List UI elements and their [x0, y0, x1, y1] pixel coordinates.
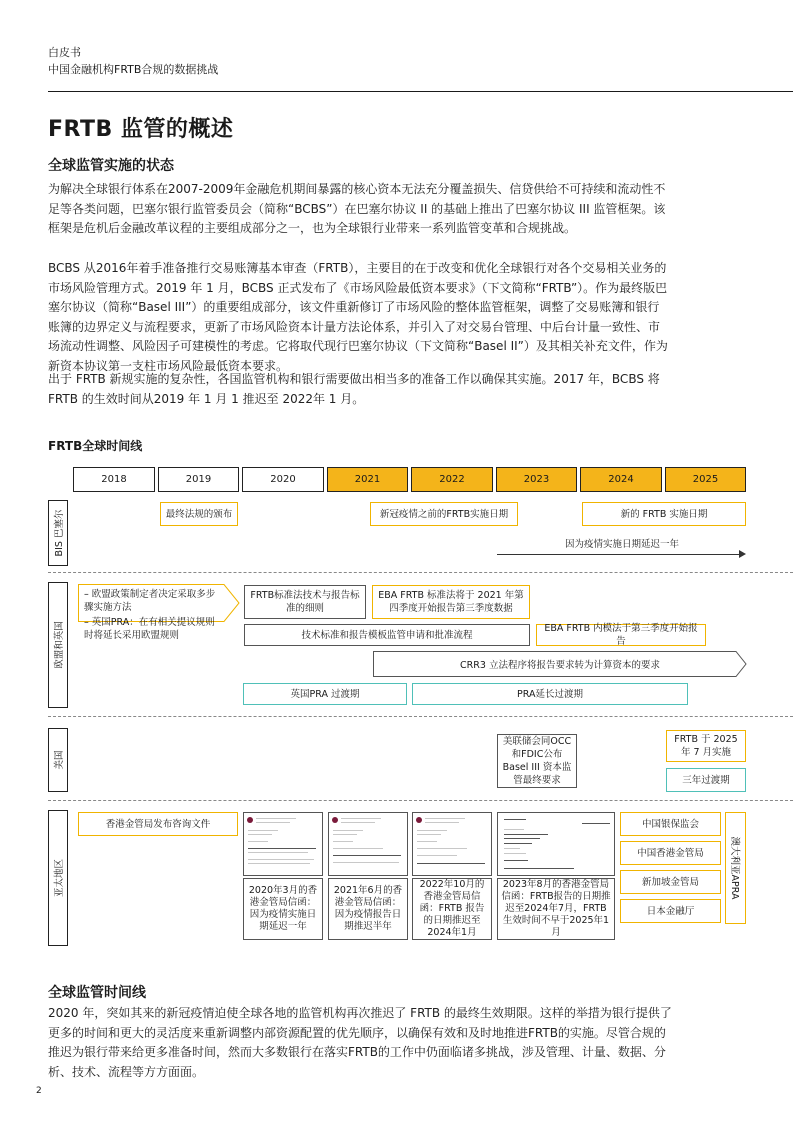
- eu-tech-standards-box: FRTB标准法技术与报告标准的细则: [244, 585, 366, 619]
- year-2019: 2019: [158, 467, 239, 492]
- divider: [48, 572, 793, 573]
- bis-final-rules-box: 最终法规的颁布: [160, 502, 238, 526]
- hkma-letter-2023-thumbnail: [497, 812, 615, 876]
- arrow-right-icon: [739, 550, 746, 558]
- bis-pre-covid-date-box: 新冠疫情之前的FRTB实施日期: [370, 502, 518, 526]
- hkma-consultation-box: 香港金管局发布咨询文件: [78, 812, 238, 836]
- divider: [48, 800, 793, 801]
- divider: [48, 716, 793, 717]
- hkma-letter-2021-thumbnail: [328, 812, 408, 876]
- regulator-apra: [725, 812, 746, 924]
- uk-pra-transition-box: 英国PRA 过渡期: [243, 683, 407, 705]
- regulator-jfsa: 日本金融厅: [620, 899, 721, 923]
- pra-extended-transition-box: PRA延长过渡期: [412, 683, 688, 705]
- regulator-hkma: 中国香港金管局: [620, 841, 721, 865]
- section-label-apac: [48, 810, 68, 946]
- hkma-letter-2021-caption: 2021年6月的香港金管局信函：因为疫情报告日期推迟半年: [328, 878, 408, 940]
- hkma-letter-2020-thumbnail: [243, 812, 323, 876]
- apac-label: 亚太地区: [54, 858, 65, 898]
- section-heading-timeline: 全球监管时间线: [48, 985, 146, 1001]
- eba-sa-reporting-box: EBA FRTB 标准法将于 2021 年第四季度开始报告第三季度数据: [372, 585, 530, 619]
- us-basel3-final-rules-box: 美联储会同OCC和FDIC公布Basel III 资本监管最终要求: [497, 734, 577, 788]
- header-divider: [48, 91, 793, 92]
- us-label: 美国: [54, 750, 65, 770]
- paragraph-3: 出于 FRTB 新规实施的复杂性，各国监管机构和银行需要做出相当多的准备工作以确保其实施。2017 年，BCBS 将 FRTB 的生效时间从2019 年 1 月 1 推迟至 2022年 1 月。: [48, 372, 660, 406]
- doc-subtitle: 中国金融机构FRTB合规的数据挑战: [48, 63, 219, 76]
- page-title: FRTB 监管的概述: [48, 117, 234, 142]
- paragraph-4: 2020 年，突如其来的新冠疫情迫使全球各地的监管机构再次推迟了 FRTB 的最终生效期限。这样的举措为银行提供了更多的时间和更大的灵活度来重新调整内部资源配置的优先顺序，以确保有效和及时地推进FRTB的实施。尽管合规的推迟为银行带来给更多准备时间，然而大多数银行在落实FRTB的工作中仍面临诸多挑战，涉及管理、计量、数据、分析、技术、流程等方方面面。: [48, 1006, 672, 1079]
- us-frtb-effective-box: FRTB 于 2025 年 7 月实施: [666, 730, 746, 762]
- year-2018: 2018: [73, 467, 155, 492]
- bis-delay-text: 因为疫情实施日期延迟一年: [565, 539, 680, 550]
- paragraph-2: BCBS 从2016年着手准备推行交易账簿基本审查（FRTB），主要目的在于改变和优化全球银行对各个交易相关业务的市场风险管理方式。2019 年 1 月，BCBS 正式发布了《市场风险最低资本要求》（下文简称“FRTB”）。作为最终版巴塞尔协议（简称“Basel III”）的重要组成部分，该文件重新修订了市场风险的整体监管框架，调整了交易账簿和银行账簿的边界定义与流程要求，更新了市场风险资本计量方法论体系，并引入了对交易台管理、中后台计量一致性、市场流动性调整、风险因子可建模性的考虑。它将取代现行巴塞尔协议（下文简称“Basel II”）及其相关补充文件，作为新资本协议第一支柱市场风险最低资本要求。: [48, 261, 668, 373]
- year-2024: 2024: [580, 467, 662, 492]
- hkma-letter-2022-thumbnail: [412, 812, 492, 876]
- year-2021: 2021: [327, 467, 408, 492]
- hkma-letter-2020-caption: 2020年3月的香港金管局信函：因为疫情实施日期延迟一年: [243, 878, 323, 940]
- section-heading-status: 全球监管实施的状态: [48, 158, 174, 174]
- bis-new-date-box: 新的 FRTB 实施日期: [582, 502, 746, 526]
- regulator-cbirc: 中国银保监会: [620, 812, 721, 836]
- hkma-seal-icon: [332, 817, 338, 823]
- section-label-eu-uk: [48, 582, 68, 708]
- section-label-us: [48, 728, 68, 792]
- page-number: 2: [36, 1086, 42, 1096]
- hkma-seal-icon: [247, 817, 253, 823]
- section-label-bis: [48, 500, 68, 566]
- eba-ima-reporting-box: EBA FRTB 内模法于第三季度开始报告: [536, 624, 706, 646]
- doc-type-label: 白皮书: [48, 46, 81, 59]
- year-2023: 2023: [496, 467, 577, 492]
- eu-uk-label: 欧盟和英国: [54, 621, 65, 669]
- regulator-mas: 新加坡金管局: [620, 870, 721, 894]
- hkma-seal-icon: [416, 817, 422, 823]
- hkma-letter-2022-caption: 2022年10月的香港金管局信函：FRTB 报告的日期推迟至 2024年1月: [412, 878, 492, 940]
- eu-note-1: – 欧盟政策制定者决定采取多步骤实施方法: [84, 589, 216, 613]
- crr3-text: CRR3 立法程序将报告要求转为计算资本的要求: [460, 660, 660, 671]
- year-2020: 2020: [242, 467, 324, 492]
- eu-approval-process-bar: 技术标准和报告模板监管申请和批准流程: [244, 624, 530, 646]
- bis-delay-arrow-line: [497, 554, 743, 555]
- bis-label: BIS 巴塞尔: [54, 509, 65, 557]
- year-2022: 2022: [411, 467, 493, 492]
- hkma-letter-2023-caption: 2023年8月的香港金管局信函：FRTB报告的日期推迟至2024年7月，FRTB生效时间不早于2025年1月: [497, 878, 615, 940]
- year-2025: 2025: [665, 467, 746, 492]
- paragraph-1: 为解决全球银行体系在2007-2009年金融危机期间暴露的核心资本无法充分覆盖损失、信贷供给不可持续和流动性不足等各类问题，巴塞尔银行监管委员会（简称“BCBS”）在巴塞尔协议 II 的基础上推出了巴塞尔协议 III 监管框架。该框架是危机后金融改革议程的主要组成部分之一，也为全球银行业带来一系列监管变革和合规挑战。: [48, 182, 666, 235]
- us-transition-box: 三年过渡期: [666, 768, 746, 792]
- apra-label: 澳大利亚APRA: [728, 836, 740, 900]
- eu-note-2: – 英国PRA：在有相关提议规则时将延长采用欧盟规则: [84, 617, 215, 641]
- timeline-title: FRTB全球时间线: [48, 439, 143, 453]
